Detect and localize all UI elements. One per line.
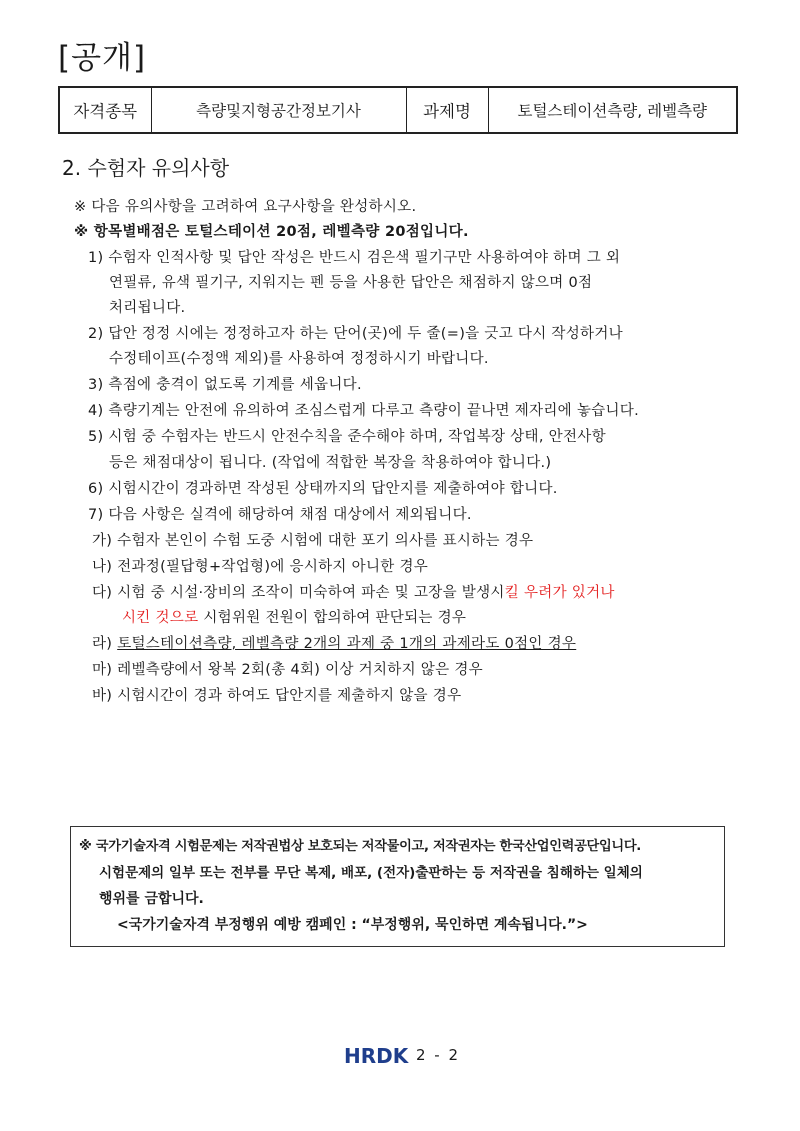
rule-1-line-3: 처리됩니다. [109, 300, 186, 316]
page-number: 2 - 2 [416, 1046, 461, 1064]
info-table [58, 86, 738, 134]
intro-note: ※ 다음 유의사항을 고려하여 요구사항을 완성하시오. [74, 199, 417, 215]
rule-5-line-2: 등은 채점대상이 됩니다. (작업에 적합한 복장을 착용하여야 합니다.) [109, 455, 552, 471]
label-task-name: 과제명 [406, 87, 488, 133]
rule-4: 4) 측량기계는 안전에 유의하여 조심스럽게 다루고 측량이 끝나면 제자리에 놓습니다. [88, 403, 640, 419]
disqualify-na: 나) 전과정(필답형+작업형)에 응시하지 아니한 경우 [92, 559, 429, 575]
disqualify-da-text: 다) 시험 중 시설·장비의 조작이 미숙하여 파손 및 고장을 발생시 [92, 585, 505, 601]
rule-3: 3) 측점에 충격이 없도록 기계를 세웁니다. [88, 377, 362, 393]
disqualify-da-red-text-2: 시킨 것으로 [122, 610, 199, 626]
copyright-notice-box [70, 826, 725, 947]
hrdk-logo [344, 1044, 410, 1066]
label-qualification: 자격종목 [59, 87, 151, 133]
rule-2-line-2: 수정테이프(수정액 제외)를 사용하여 정정하시기 바랍니다. [109, 351, 489, 367]
copyright-line-2: 시험문제의 일부 또는 전부를 무단 복제, 배포, (전자)출판하는 등 저작권을 침해하는 일체의 [99, 865, 643, 881]
hrdk-logo-text: HRDK [344, 1044, 409, 1066]
copyright-line-1: ※ 국가기술자격 시험문제는 저작권법상 보호되는 저작물이고, 저작권자는 한국산업인력공단입니다. [79, 839, 641, 854]
disqualify-da-red-text: 킬 우려가 있거나 [504, 585, 615, 601]
rule-7: 7) 다음 사항은 실격에 해당하여 채점 대상에서 제외됩니다. [88, 507, 472, 523]
campaign-line: <국가기술자격 부정행위 예방 캠페인 : “부정행위, 묵인하면 계속됩니다.”> [117, 917, 588, 933]
rule-1-line-2: 연필류, 유색 필기구, 지워지는 펜 등을 사용한 답안은 채점하지 않으며 0점 [109, 275, 593, 291]
rule-6: 6) 시험시간이 경과하면 작성된 상태까지의 답안지를 제출하여야 합니다. [88, 481, 558, 497]
disqualify-ga: 가) 수험자 본인이 수험 도중 시험에 대한 포기 의사를 표시하는 경우 [92, 533, 534, 549]
disqualify-ra-prefix: 라) [92, 636, 118, 652]
disqualify-ra-underlined: 토털스테이션측량, 레벨측량 2개의 과제 중 1개의 과제라도 0점인 경우 [117, 636, 577, 652]
rule-2-line-1: 2) 답안 정정 시에는 정정하고자 하는 단어(곳)에 두 줄(=)을 긋고 다시 작성하거나 [88, 326, 623, 342]
section-title: 2. 수험자 유의사항 [62, 156, 230, 180]
disqualify-ma: 마) 레벨측량에서 왕복 2회(총 4회) 이상 거치하지 않은 경우 [92, 662, 483, 678]
copyright-line-3: 행위를 금합니다. [99, 891, 204, 907]
value-task-name: 토털스테이션측량, 레벨측량 [488, 87, 737, 133]
disqualify-ba: 바) 시험시간이 경과 하여도 답안지를 제출하지 않을 경우 [92, 688, 462, 704]
disqualify-da-line-1 [92, 583, 615, 603]
value-qualification: 측량및지형공간정보기사 [151, 87, 406, 133]
rule-1-line-1: 1) 수험자 인적사항 및 답안 작성은 반드시 검은색 필기구만 사용하여야 하며 그 외 [88, 250, 621, 266]
disqualify-da-text-2: 시험위원 전원이 합의하여 판단되는 경우 [198, 610, 467, 626]
score-note: ※ 항목별배점은 토털스테이션 20점, 레벨측량 20점입니다. [74, 224, 469, 240]
public-tag: [공개] [58, 40, 147, 76]
rule-5-line-1: 5) 시험 중 수험자는 반드시 안전수칙을 준수해야 하며, 작업복장 상태, 안전사항 [88, 429, 606, 445]
disqualify-da-line-2 [122, 608, 466, 628]
disqualify-ra [92, 634, 576, 654]
